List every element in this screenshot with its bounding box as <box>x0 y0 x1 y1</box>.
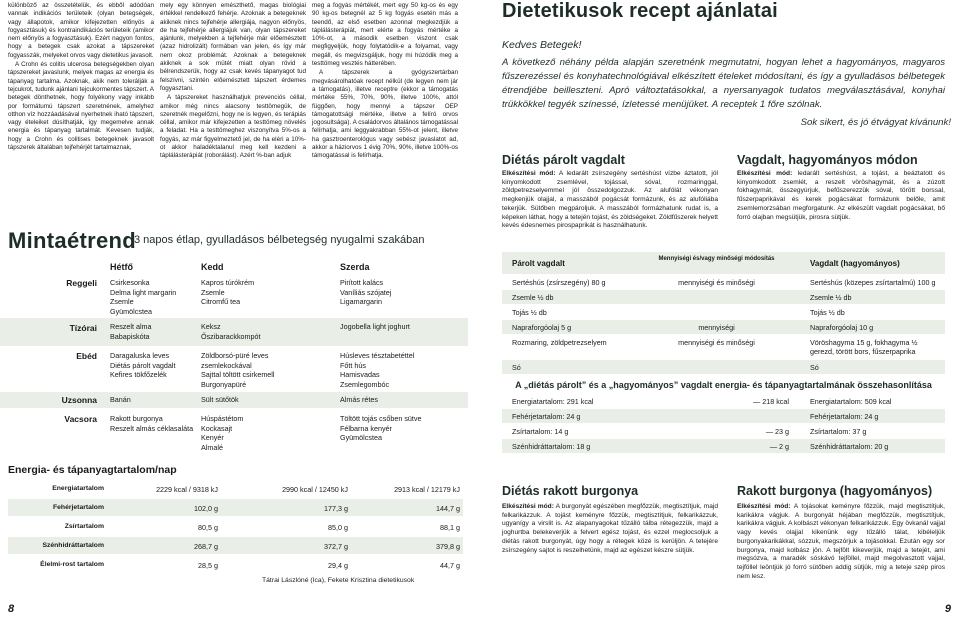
food-item: Keksz <box>201 322 221 331</box>
food-item: zsemlekockával <box>201 360 252 370</box>
meal-cell <box>340 395 378 405</box>
meal-cell <box>201 278 254 307</box>
food-item: Kapros túrókrém <box>201 278 255 287</box>
food-item: Zsemle <box>201 287 225 297</box>
row-label: Zsírtartalom <box>64 523 104 530</box>
cell-value: Napraforgóolaj 10 g <box>810 323 874 332</box>
recipe-title: Rakott burgonya (hagyományos) <box>737 484 933 498</box>
food-item: Kefires tökfőzelék <box>110 370 167 380</box>
page-number: 8 <box>8 603 15 615</box>
method-text: A ledarált zsírszegény sertéshúst vízbe áztatott, jól kinyomkodott zsemlével, tojással, sóval, rozmaringgal, zöldpetrezselyemmel jól összedolgozzuk. Az alufólát vékonyan megkenjük olajjal, a masszából pogácsát formázunk, és az alufóliába tekerjük. Sütőben megpároljuk. A masszából formázhatunk rudat is, a képeken láthat, hogy a tetején tojást, és zöldségeket. Zöldfűszerek helyett kevés édesnemes pirospaprikát is használhatunk. <box>502 170 718 230</box>
cell-value: 2913 kcal / 12179 kJ <box>394 485 460 494</box>
cell-value: 88,1 g <box>440 523 460 532</box>
method-label: Elkészítési mód: <box>502 503 554 510</box>
food-item: Csirkesonka <box>110 278 150 287</box>
table-header <box>502 252 945 274</box>
paragraph: különböző az összetételük, és ebből adódóan vannak indikációs területeik (olyan betegségek, vagy állapotok, amikor kifejezetten előnyös a fogyasztásuk) és kontraindikációs területeik (amikor nem előnyös a fogyasztásuk). Ezért nagyon fontos, hogy a betegek csak azokat a tápszereket fogyasszák, melyeket orvos vagy dietetikus javasolt. <box>8 2 154 59</box>
meal-cell <box>340 278 391 307</box>
food-item: Gyümölcstea <box>110 307 152 317</box>
meal-name: Tízórai <box>69 323 97 333</box>
cell-value: Zsírtartalom: 14 g <box>512 427 569 436</box>
meal-cell <box>340 414 422 443</box>
meal-name: Ebéd <box>76 351 97 361</box>
food-item: Őszibarackkompót <box>201 331 261 341</box>
meal-name: Uzsonna <box>61 395 97 405</box>
meal-cell <box>110 351 176 380</box>
paragraph: A Crohn és colitis ulcerosa betegségekben olyan tápszereket javaslunk, melyek magas az energia és tápanyag tartalma. Azoknak, akik nem tolerálják a tejcukrot, tudunk ajánlani tejcukormentes tápszert. A betegek dönthetnek, hogy folyékony vagy inkább por formátumú tápszert szeretnének, amelyhez otthon víz hozzáadásával nyerhetnek iható tápszert, vagy ételeiket dúsíthatják, így megemelve annak energia és tápanyag tartalmát. Kevesen tudják, hogy a Crohn és colitises betegeknek javasolt tápszerek általában tejfehérjét tartalmaznak, <box>8 61 154 152</box>
table-row <box>0 318 468 346</box>
cell-value: 29,4 g <box>328 561 348 570</box>
text-column-3 <box>312 2 458 162</box>
food-item: Húsleves tésztabetéttel <box>340 351 415 360</box>
text-column-1 <box>8 2 154 153</box>
table-row <box>502 360 945 374</box>
table-row <box>502 394 945 408</box>
recipe-title: Diétás rakott burgonya <box>502 484 639 498</box>
row-label: Energiatartalom <box>52 485 104 492</box>
greeting: Kedves Betegek! <box>502 39 582 51</box>
meal-cell <box>110 278 176 317</box>
method-text: A burgonyát egészében megfőzzük, megtisztítjuk, majd felkarikázzuk. A tojást keményre főzzük, megtisztítjuk, felkarikázzuk, ugyanígy a virslit is. Az alapanyagokat tűzálló tálba rétegezzük, majd a joghurtba belekeverjük a felvert egész tojást, és ezzel meglocsoljuk a diétás rakott burgonyát, úgy hogy a rétegek közé is kerüljön. A tetejére zsírszegény sajtot is reszelhetünk, majd az egészet készre sütjük. <box>502 503 719 554</box>
paragraph: A tápszerek a gyógyszertárban megvásárolhatóak recept nélkül (de legyen nem jár a támogatás), illetve receptre (ekkor a támogatás mértéke 55%, 70%, 90%, illetve 100%, attól függően, hogy mennyi a tápszer OEP támogatottsági mértéke, illetve a felíró orvos jogosultsága). A családorvos általános támogatással felírhatja, ami leggyakrabban 55%-ot jelent, illetve ha gasztroenterológus vagy sebész javaslatot ad, akkor a háziorvos 1 évig 70%, 90%, illetve 100%-os támogatással is felírhatja. <box>312 69 458 160</box>
cell-value: Só <box>512 363 521 372</box>
cell-value: Szénhidráttartalom: 18 g <box>512 442 591 451</box>
meal-cell <box>340 351 414 390</box>
food-item: Sült sütőtök <box>201 395 239 404</box>
paragraph: mely egy könnyen emészthető, magas biológiai értékkel rendelkező fehérje. Azoknak a betegeknek akiknek nincs tejfehérje allergiája, nagyon előnyös, de ha tejfehérje allergiájuk van, olyan tápszereket ajánlunk, melyekben a tejfehérje már előemésztett (azaz hidrolizált) formában van jelen, és így már nem okoz problémát. Azoknak a betegeknek akiknek a sok mütét miatt olyan rövid a bélrendszerük, hogy az csak kevés tápanyagot tud felszívni, szintén előemésztett tápszert érdemes fogyasztani. <box>160 2 306 92</box>
food-item: Kockasajt <box>201 423 233 433</box>
cell-value: Fehérjetartalom: 24 g <box>810 412 879 421</box>
food-item: Almás rétes <box>340 395 378 404</box>
cell-value: Energiatartalom: 291 kcal <box>512 397 594 406</box>
meal-name: Reggeli <box>66 278 97 288</box>
method-text: ledarált sertéshúst, a tojást, a beáztatott és kinyomkodott zsemlét, a reszelt vöröshagymát, és a zúzott fokhagymát, összegyúrjuk, befűszerezzük sóval, törött borssal, fűszerpaprikával és kerek pogácsákat formázunk belőle, amit zsemlemorzsában megforgatunk. Az elkészült vagdalt pogácsákat, bő forró olajban megsütjük, pirosra sütjük. <box>737 170 945 221</box>
table-row <box>8 499 463 516</box>
meal-cell <box>110 322 152 341</box>
cell-value: 2229 kcal / 9318 kJ <box>156 485 218 494</box>
table-row <box>502 424 945 438</box>
page-title: Dietetikusok recept ajánlatai <box>502 0 778 22</box>
food-item: Gyümölcstea <box>340 433 382 443</box>
cell-value: mennyiségi és minőségi <box>678 338 755 347</box>
nutrition-title: Energia- és tápanyagtartalom/nap <box>8 464 177 476</box>
food-item: Reszelt almás céklasaláta <box>110 423 194 433</box>
food-item: Delma light margarin <box>110 287 177 297</box>
cell-value: Zsemle ½ db <box>810 293 852 302</box>
food-item: Pirított kalács <box>340 278 384 287</box>
food-item: Banán <box>110 395 131 404</box>
table-row <box>502 305 945 319</box>
cell-value: Szénhidráttartalom: 20 g <box>810 442 889 451</box>
recipe-text <box>502 170 718 231</box>
food-item: Töltött tojás csőben sütve <box>340 414 422 423</box>
meal-cell <box>201 351 275 390</box>
food-item: Diétás párolt vagdalt <box>110 360 176 370</box>
cell-value: 268,7 g <box>194 542 218 551</box>
table-row <box>502 275 945 289</box>
cell-value: mennyiségi és minőségi <box>678 278 755 287</box>
row-label: Élelmi-rost tartalom <box>40 561 104 568</box>
food-item: Burgonyapüré <box>201 380 247 390</box>
cell-value: Sertéshús (zsírszegény) 80 g <box>512 278 606 287</box>
day-header-monday: Hétfő <box>110 262 133 272</box>
food-item: Almalé <box>201 443 223 453</box>
recipe-text <box>737 170 945 222</box>
meal-name: Vacsora <box>64 414 97 424</box>
food-item: Daragaluska leves <box>110 351 170 360</box>
cell-value: Tojás ½ db <box>512 308 547 317</box>
cell-value: — 2 g <box>769 442 789 451</box>
food-item: Vaníliás szójatej <box>340 287 392 297</box>
paragraph: A tápszereket használhatjuk prevenciós céllal, amikor még nincs alacsony testtömegük, de szeretnék megelőzni, hogy ne is legyen, és terápiás céllal, amikor már kifejezetten a testtömeg növelés a feladat. Ha a testtömeghez viszonyítva 5%-os a fogyás, az már figyelmeztető jel, de ha eléri a 10%-ot akkor haladéktalanul meg kell kezdeni a táplálásterápiát (roborálást). Azért %-ban adjuk <box>160 94 306 160</box>
meal-cell <box>201 322 261 341</box>
table-row <box>502 335 945 359</box>
closing-wish: Sok sikert, és jó étvágyat kívánunk! <box>800 117 951 128</box>
column-header: Mennyiségi és/vagy minőségi módosítás <box>658 256 775 262</box>
cell-value: Zsírtartalom: 37 g <box>810 427 867 436</box>
table-row <box>0 348 468 390</box>
table-row <box>8 480 463 497</box>
cell-value: 372,7 g <box>324 542 348 551</box>
page-number: 9 <box>944 603 951 615</box>
cell-value: Sertéshús (közepes zsírtartalmú) 100 g <box>810 278 936 287</box>
recipe-text <box>737 503 945 581</box>
method-text: A tojásokat keményre főzzük, majd megtisztítjuk, karikákra vágjuk. A burgonyát héjában megfőzzük, megtisztítjuk, karikákra vágjuk. A kolbászt vékonyan felkarikázzuk. Egy övkanál vajjal vagy kevés olajjal kikenünk egy tűzálló tálat, kibéleljük burgonyakarikákkal, sózzuk, megszórjuk a tojásokkal. Ezután egy sor burgonya, majd kolbász jön. A tejfölt kikeverjük, majd a tetejét, ami megsózva, a maradék sóskávó tejföllel, majd megolvasztott vajjal, tejföllel leöntjük jó forró sütőben addig sütjük, míg a teteje szép piros nem lesz. <box>737 503 945 580</box>
food-item: Sajttal töltött csirkemell <box>201 370 275 380</box>
food-item: Zöldborsó-püré leves <box>201 351 269 360</box>
method-label: Elkészítési mód: <box>737 170 793 177</box>
table-row <box>8 518 463 535</box>
food-item: Citromfű tea <box>201 297 241 307</box>
recipe-text <box>502 503 718 555</box>
cell-value: 177,3 g <box>324 504 348 513</box>
cell-value: 2990 kcal / 12450 kJ <box>282 485 348 494</box>
section-title: Mintaétrend <box>8 228 136 253</box>
table-row <box>0 411 468 455</box>
food-item: Főtt hús <box>340 360 366 370</box>
cell-value: 44,7 g <box>440 561 460 570</box>
comparison-title: A „diétás párolt” és a „hagyományos” vagdalt energia- és tápanyagtartalmának összehasonlítása <box>515 380 932 390</box>
meal-cell <box>201 414 243 453</box>
cell-value: Napraforgóolaj 5 g <box>512 323 572 332</box>
recipe-title: Diétás párolt vagdalt <box>502 153 625 167</box>
cell-value: Fehérjetartalom: 24 g <box>512 412 581 421</box>
cell-value: Zsemle ½ db <box>512 293 554 302</box>
food-item: Kenyér <box>201 433 224 443</box>
food-item: Húspástétom <box>201 414 244 423</box>
column-header: Párolt vagdalt <box>512 259 565 268</box>
cell-value: — 23 g <box>765 427 789 436</box>
cell-value: Vöröshagyma 15 g, fokhagyma ½ gerezd, törött bors, fűszerpaprika <box>810 338 918 356</box>
menu-subtitle: 3 napos étlap, gyulladásos bélbetegség nyugalmi szakában <box>134 234 425 246</box>
author-credit: Tátrai Lászlóné (Ica), Fekete Krisztina dietetikusok <box>262 577 415 584</box>
text-column-2 <box>160 2 306 162</box>
table-row <box>502 290 945 304</box>
column-header: Vagdalt (hagyományos) <box>810 259 900 268</box>
cell-value: 102,0 g <box>194 504 218 513</box>
method-label: Elkészítési mód: <box>502 170 556 177</box>
table-row <box>8 556 463 573</box>
row-label: Szénhidráttartalom <box>42 542 104 549</box>
table-row <box>8 537 463 554</box>
table-row <box>502 320 945 334</box>
cell-value: Energiatartalom: 509 kcal <box>810 397 892 406</box>
cell-value: 80,5 g <box>198 523 218 532</box>
cell-value: Só <box>810 363 819 372</box>
meal-cell <box>110 414 193 433</box>
cell-value: Rozmaring, zöldpetrezselyem <box>512 338 607 347</box>
food-item: Jogobella light joghurt <box>340 322 410 331</box>
cell-value: 144,7 g <box>436 504 460 513</box>
food-item: Hamisvadas <box>340 370 380 380</box>
cell-value: mennyiségi <box>698 323 735 332</box>
day-header-tuesday: Kedd <box>201 262 224 272</box>
food-item: Zsemle <box>110 297 134 307</box>
food-item: Reszelt alma <box>110 322 152 331</box>
table-row <box>0 276 468 316</box>
row-label: Fehérjetartalom <box>53 504 104 511</box>
food-item: Félbarna kenyér <box>340 423 392 433</box>
meal-cell <box>201 395 239 405</box>
table-row <box>502 439 945 453</box>
cell-value: 85,0 g <box>328 523 348 532</box>
right-page <box>480 0 960 617</box>
intro-text: A következő néhány példa alapján szeretnénk megmutatni, hogyan lehet a hagyományos, magyaros fűszerezéssel és konyhatechnológiával elkészített ételeket módosítani, és így a gyulladásos bélbetegek étrendjébe beilleszteni. Apró változtatásokkal, a nyersanyagok tudatos megválasztásával, konyhai trükkökkel tegyék színessé, ízletessé menüjüket. A receptek 1 főre szólnak. <box>502 57 945 110</box>
food-item: Rakott burgonya <box>110 414 163 423</box>
cell-value: 28,5 g <box>198 561 218 570</box>
food-item: Zsemlegombóc <box>340 380 390 390</box>
recipe-title: Vagdalt, hagyományos módon <box>737 153 918 167</box>
cell-value: 379,8 g <box>436 542 460 551</box>
meal-cell <box>340 322 410 332</box>
cell-value: — 218 kcal <box>753 397 789 406</box>
food-item: Ligamargarin <box>340 297 382 307</box>
paragraph: meg a fogyás mértékét, mert egy 50 kg-os és egy 90 kg-os betegnél az 5 kg fogyás esetén más a teendő, az első esetben azonnal megkezdjük a táplálásterápiát, mert elérte a fogyás mértéke a 10%-ot, a második esetben viszont csak megfigyeljük, hogy folytatódik-e a folyamat, vagy megáll, és megvizsgáljuk, hogy mi húzódik meg a testtömeg vesztés hátterében. <box>312 2 458 68</box>
method-label: Elkészítési mód: <box>737 503 791 510</box>
meal-cell <box>110 395 131 405</box>
day-header-wednesday: Szerda <box>340 262 370 272</box>
table-row <box>0 392 468 408</box>
cell-value: Tojás ½ db <box>810 308 845 317</box>
table-row <box>502 409 945 423</box>
food-item: Babapiskóta <box>110 331 150 341</box>
